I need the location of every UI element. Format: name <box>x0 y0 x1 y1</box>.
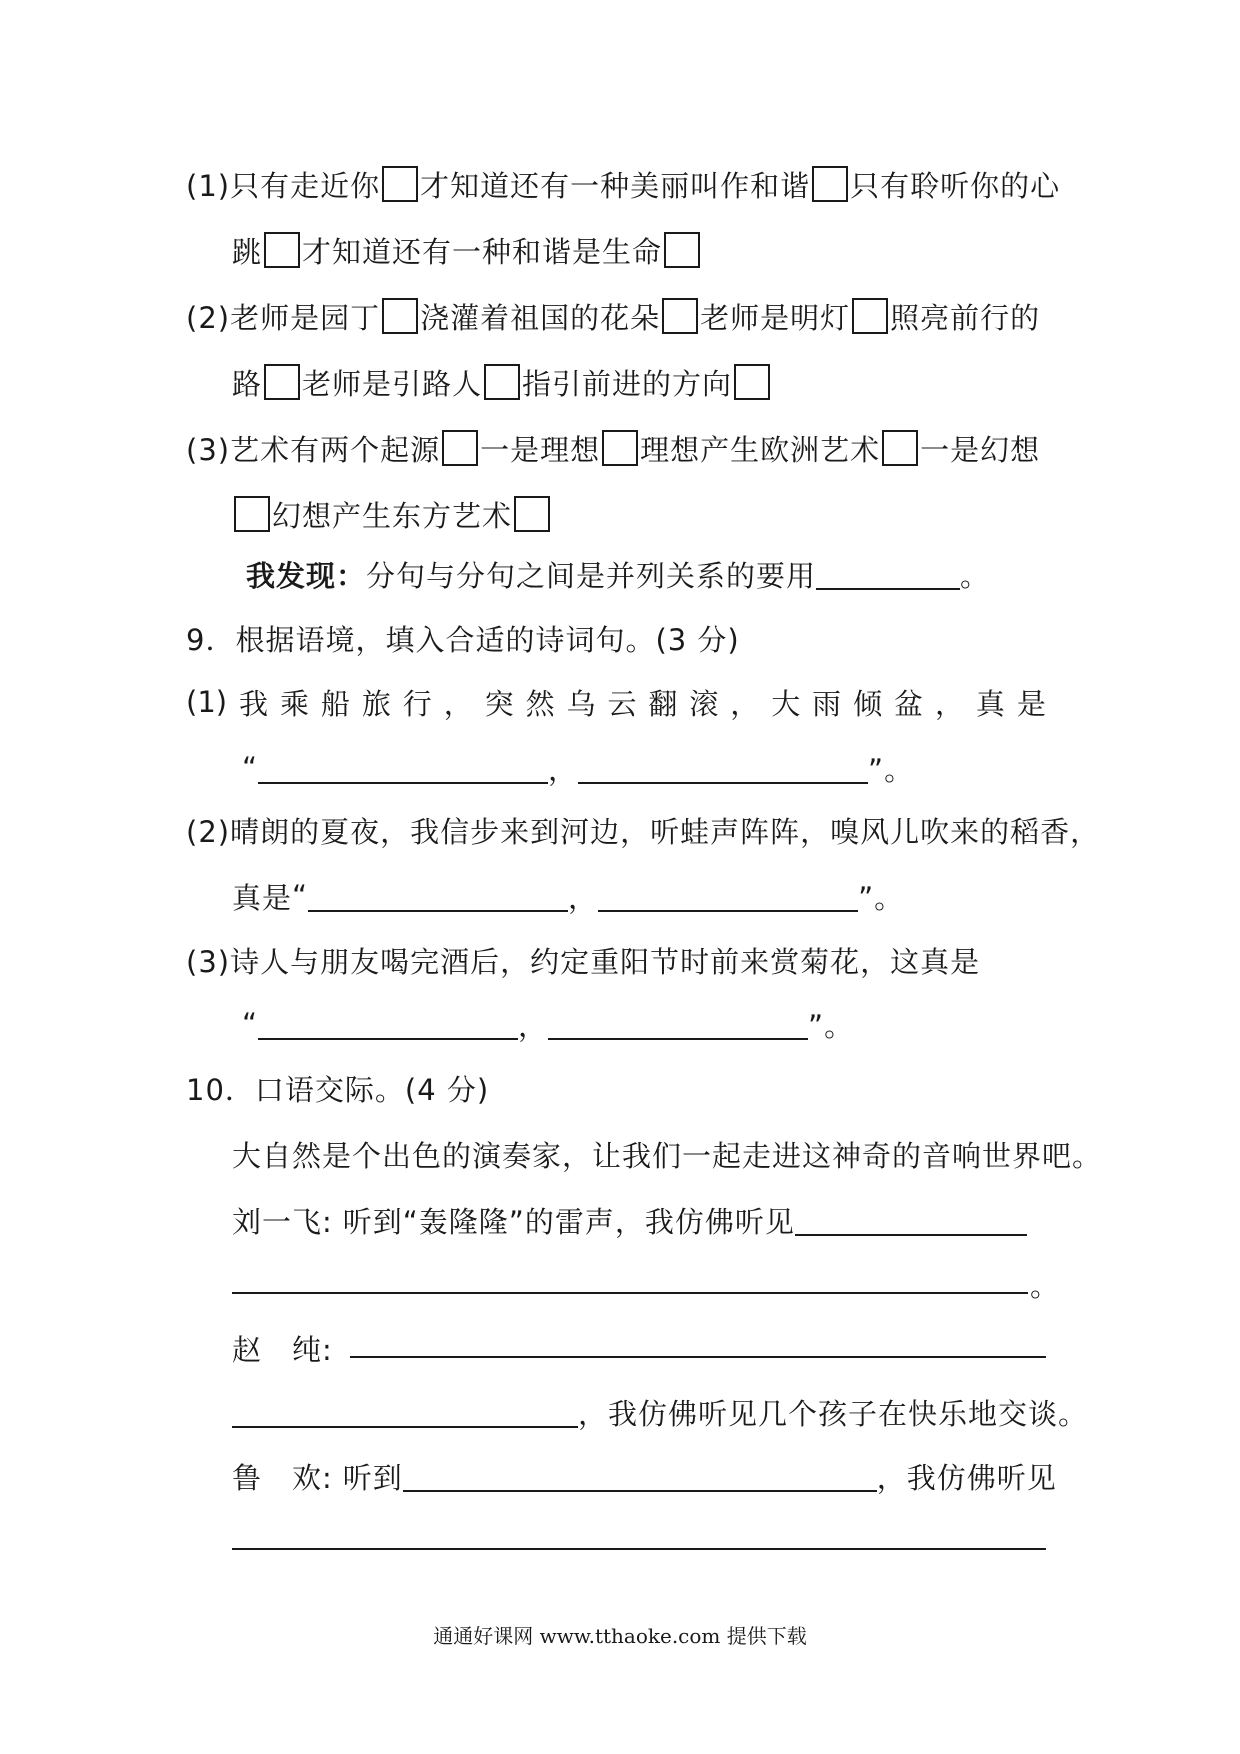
q9-item1-char: 我 <box>239 686 269 721</box>
q9-item1-char: 行 <box>402 686 432 721</box>
q9-item3-line2 <box>242 1002 854 1046</box>
q10-lu-line <box>232 1454 1057 1498</box>
q9-item3-line1: (3)诗人与朋友喝完酒后，约定重阳节时前来赏菊花，这真是 <box>186 944 981 979</box>
answer-box[interactable] <box>852 298 888 334</box>
discover-text: 分句与分句之间是并列关系的要用 <box>366 558 817 593</box>
q9-item1-char: ， <box>934 686 964 721</box>
q9-item1-char: 雨 <box>812 686 842 721</box>
q8-item3-part-c: 理想产生欧洲艺术 <box>640 432 881 467</box>
period: 。 <box>1030 1268 1061 1303</box>
answer-box[interactable] <box>442 430 478 466</box>
q8-item3-line1 <box>186 426 1040 470</box>
answer-box[interactable] <box>812 166 848 202</box>
lu-text-b: ，我仿佛听见 <box>876 1460 1057 1495</box>
footer-credit: 通通好课网 www.tthaoke.com 提供下载 <box>433 1624 807 1648</box>
q9-item1-char: 是 <box>1016 686 1046 721</box>
q8-discover-line <box>246 552 990 596</box>
answer-blank[interactable] <box>578 752 868 784</box>
answer-blank[interactable] <box>308 880 568 912</box>
answer-box[interactable] <box>662 298 698 334</box>
comma: ， <box>518 1008 549 1043</box>
answer-line[interactable] <box>232 1292 1028 1294</box>
answer-box[interactable] <box>664 232 700 268</box>
q9-item1-char: ， <box>443 686 473 721</box>
q8-item3-part-d: 一是幻想 <box>920 432 1041 467</box>
answer-box[interactable] <box>734 364 770 400</box>
q8-item2-part-c: 老师是明灯 <box>700 300 851 335</box>
zhao-tail: ，我仿佛听见几个孩子在快乐地交谈。 <box>578 1396 1089 1431</box>
q9-item1-char: 乘 <box>279 686 309 721</box>
q9-item1-char: 旅 <box>361 686 391 721</box>
q9-item1-char: 滚 <box>689 686 719 721</box>
answer-blank[interactable] <box>795 1204 1027 1236</box>
answer-blank[interactable] <box>232 1396 578 1428</box>
q9-item1-line2 <box>242 746 914 790</box>
close-quote: ”。 <box>808 1008 855 1043</box>
q8-item1-line2 <box>232 228 702 272</box>
q10-intro: 大自然是个出色的演奏家，让我们一起走进这神奇的音响世界吧。 <box>232 1138 1103 1173</box>
answer-box[interactable] <box>382 298 418 334</box>
lu-text-a: 听到 <box>342 1460 403 1495</box>
q8-item2-part-f: 老师是引路人 <box>302 366 483 401</box>
q9-item1-char: 倾 <box>853 686 883 721</box>
q9-item1-line1 <box>186 680 1046 724</box>
answer-box[interactable] <box>602 430 638 466</box>
q10-heading: 10．口语交际。(4 分) <box>186 1072 490 1107</box>
q10-zhao-line <box>232 1326 333 1370</box>
answer-box[interactable] <box>882 430 918 466</box>
q8-item3-part-b: 一是理想 <box>480 432 601 467</box>
speaker-lu: 鲁 欢: <box>232 1460 333 1495</box>
q8-item3-part-e: 幻想产生东方艺术 <box>272 498 513 533</box>
q8-item2-part-b: 浇灌着祖国的花朵 <box>420 300 661 335</box>
answer-box[interactable] <box>382 166 418 202</box>
q8-item2-part-g: 指引前进的方向 <box>522 366 733 401</box>
comma: ， <box>548 752 579 787</box>
q10-zhao-line2 <box>232 1390 1088 1434</box>
answer-box[interactable] <box>264 232 300 268</box>
open-quote: “ <box>242 1007 259 1041</box>
discover-label: 我发现： <box>246 558 367 593</box>
answer-blank[interactable] <box>258 1008 518 1040</box>
q9-heading: 9．根据语境，填入合适的诗词句。(3 分) <box>186 622 740 657</box>
q8-item2-part-d: 照亮前行的 <box>890 300 1041 335</box>
q9-item1-char: 乌 <box>566 686 596 721</box>
q9-item2-line2 <box>232 874 904 918</box>
speaker-liu: 刘一飞: <box>232 1204 333 1239</box>
answer-blank[interactable] <box>816 558 960 590</box>
answer-box[interactable] <box>234 496 270 532</box>
q8-item2-part-e: 路 <box>232 366 263 401</box>
q8-item1-part-d: 跳 <box>232 234 263 269</box>
q9-item1-char: 大 <box>771 686 801 721</box>
q10-liu-line <box>232 1198 1027 1242</box>
q8-item1-line1 <box>186 162 1060 206</box>
q9-item1-char: 真 <box>975 686 1005 721</box>
q9-item1-char: 翻 <box>648 686 678 721</box>
liu-text: 听到“轰隆隆”的雷声，我仿佛听见 <box>342 1204 795 1239</box>
q8-item1-part-b: 才知道还有一种美丽叫作和谐 <box>420 168 811 203</box>
q8-item1-part-e: 才知道还有一种和谐是生命 <box>302 234 663 269</box>
q9-item1-char: ， <box>730 686 760 721</box>
q8-item3-part-a: (3)艺术有两个起源 <box>186 432 441 467</box>
q8-item2-line2 <box>232 360 772 404</box>
q8-item1-part-a: (1)只有走近你 <box>186 168 381 203</box>
close-quote: ”。 <box>858 880 905 915</box>
answer-box[interactable] <box>514 496 550 532</box>
speaker-zhao: 赵 纯: <box>232 1332 333 1367</box>
q9-item1-number: (1) <box>186 685 228 719</box>
comma: ， <box>568 880 599 915</box>
q9-item2-line1: (2)晴朗的夏夜，我信步来到河边，听蛙声阵阵，嗅风儿吹来的稻香， <box>186 814 1101 849</box>
open-quote: “ <box>292 879 309 913</box>
answer-blank[interactable] <box>403 1460 877 1492</box>
q8-item3-line2 <box>232 492 552 536</box>
q9-item1-char: 突 <box>484 686 514 721</box>
open-quote: “ <box>242 751 259 785</box>
q8-item1-part-c: 只有聆听你的心 <box>850 168 1061 203</box>
q9-item1-char: 然 <box>525 686 555 721</box>
answer-blank[interactable] <box>258 752 548 784</box>
q9-item1-char: 云 <box>607 686 637 721</box>
q9-item1-char: 船 <box>320 686 350 721</box>
answer-line[interactable] <box>232 1548 1046 1550</box>
q9-item2-zhenshi: 真是 <box>232 880 293 915</box>
answer-box[interactable] <box>484 364 520 400</box>
period: 。 <box>960 558 991 593</box>
answer-blank[interactable] <box>598 880 858 912</box>
q8-item2-line1 <box>186 294 1040 338</box>
answer-box[interactable] <box>264 364 300 400</box>
answer-line[interactable] <box>350 1356 1046 1358</box>
q8-item2-part-a: (2)老师是园丁 <box>186 300 381 335</box>
q9-item1-char: 盆 <box>894 686 924 721</box>
close-quote: ”。 <box>868 752 915 787</box>
answer-blank[interactable] <box>548 1008 808 1040</box>
